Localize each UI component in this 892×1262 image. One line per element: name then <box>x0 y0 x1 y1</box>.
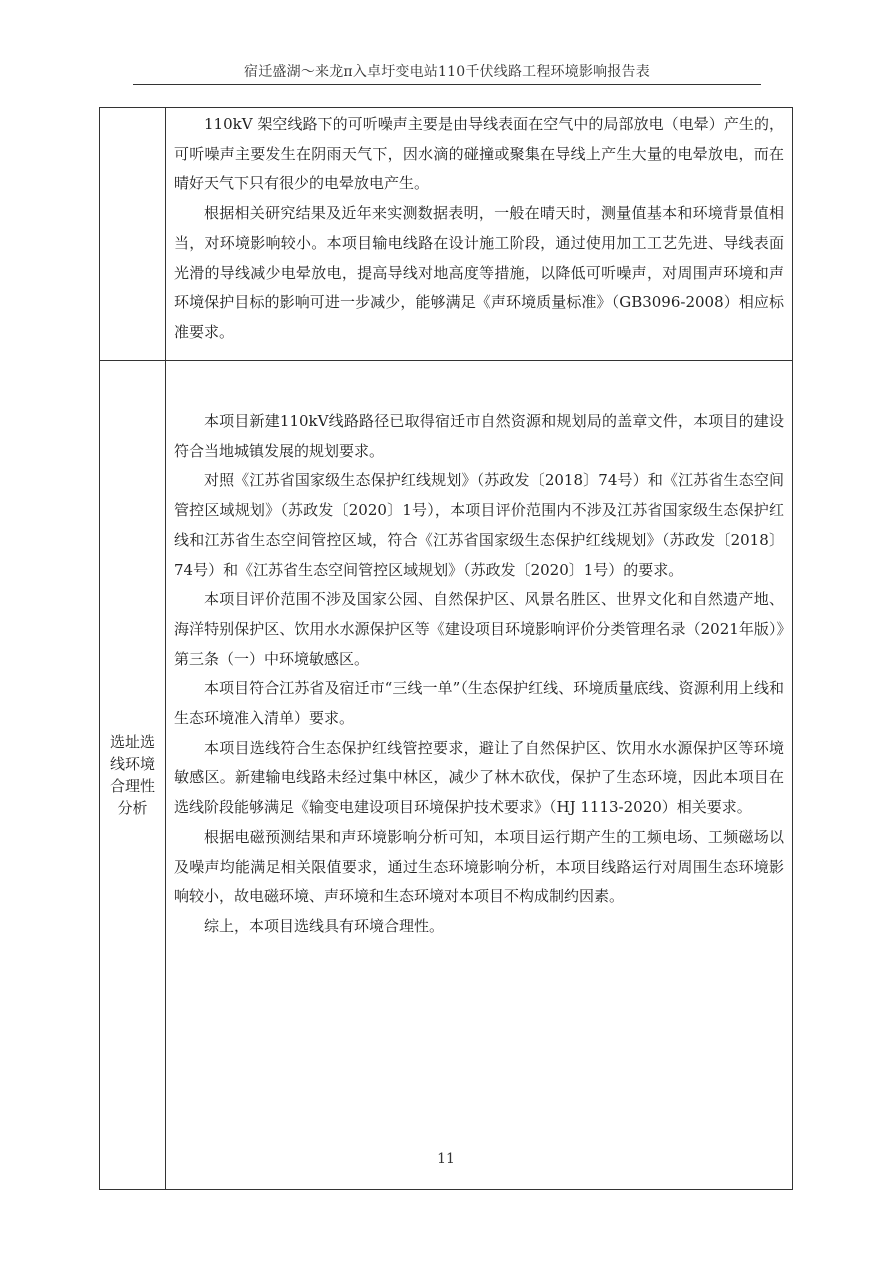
paragraph: 本项目评价范围不涉及国家公园、自然保护区、风景名胜区、世界文化和自然遗产地、海洋特别保护区、饮用水水源保护区等《建设项目环境影响评价分类管理名录（2021年版）》第三条（一）中环境敏感区。 <box>174 590 784 668</box>
paragraph: 本项目新建110kV线路路径已取得宿迁市自然资源和规划局的盖章文件，本项目的建设符合当地城镇发展的规划要求。 <box>174 412 784 460</box>
row-label-cell <box>100 361 166 1190</box>
paragraph: 110kV 架空线路下的可听噪声主要是由导线表面在空气中的局部放电（电晕）产生的，可听噪声主要发生在阴雨天气下，因水滴的碰撞或聚集在导线上产生大量的电晕放电，而在晴好天气下只有很少的电晕放电产生。 <box>174 115 784 193</box>
paragraph: 根据电磁预测结果和声环境影响分析可知，本项目运行期产生的工频电场、工频磁场以及噪声均能满足相关限值要求，通过生态环境影响分析，本项目线路运行对周围生态环境影响较小，故电磁环境、声环境和生态环境对本项目不构成制约因素。 <box>174 827 784 906</box>
page-header-title: 宿迁盛湖～来龙π入卓圩变电站110千伏线路工程环境影响报告表 <box>244 64 650 80</box>
row-label-site-selection: 选址选线环境合理性分析 <box>109 733 155 817</box>
noise-analysis-content <box>166 108 793 361</box>
table-row-site-selection <box>100 361 793 1190</box>
paragraph: 根据相关研究结果及近年来实测数据表明，一般在晴天时，测量值基本和环境背景值相当，对环境影响较小。本项目输电线路在设计施工阶段，通过使用加工工艺先进、导线表面光滑的导线减少电晕放电，提高导线对地高度等措施，以降低可听噪声，对周围声环境和声环境保护目标的影响可进一步减少，能够满足《声环境质量标准》（GB3096-2008）相应标准要求。 <box>174 204 784 341</box>
row-label-cell <box>100 108 166 361</box>
page-number: 11 <box>437 1151 455 1167</box>
header-rule <box>133 84 761 85</box>
paragraph: 本项目符合江苏省及宿迁市“三线一单”（生态保护红线、环境质量底线、资源利用上线和生态环境准入清单）要求。 <box>174 679 784 728</box>
paragraph: 本项目选线符合生态保护红线管控要求，避让了自然保护区、饮用水水源保护区等环境敏感区。新建输电线路未经过集中林区，减少了林木砍伐，保护了生态环境，因此本项目在选线阶段能够满足《输变电建设项目环境保护技术要求》（HJ 1113-2020）相关要求。 <box>174 738 784 817</box>
table-row-noise <box>100 108 793 361</box>
paragraph: 综上，本项目选线具有环境合理性。 <box>204 916 445 935</box>
report-table <box>99 107 793 1190</box>
paragraph: 对照《江苏省国家级生态保护红线规划》（苏政发〔2018〕74号）和《江苏省生态空间管控区域规划》（苏政发〔2020〕1号），本项目评价范围内不涉及江苏省国家级生态保护红线和江苏省生态空间管控区域，符合《江苏省国家级生态保护红线规划》（苏政发〔2018〕74号）和《江苏省生态空间管控区域规划》（苏政发〔2020〕1号）的要求。 <box>174 471 784 579</box>
site-selection-content <box>166 361 793 1190</box>
